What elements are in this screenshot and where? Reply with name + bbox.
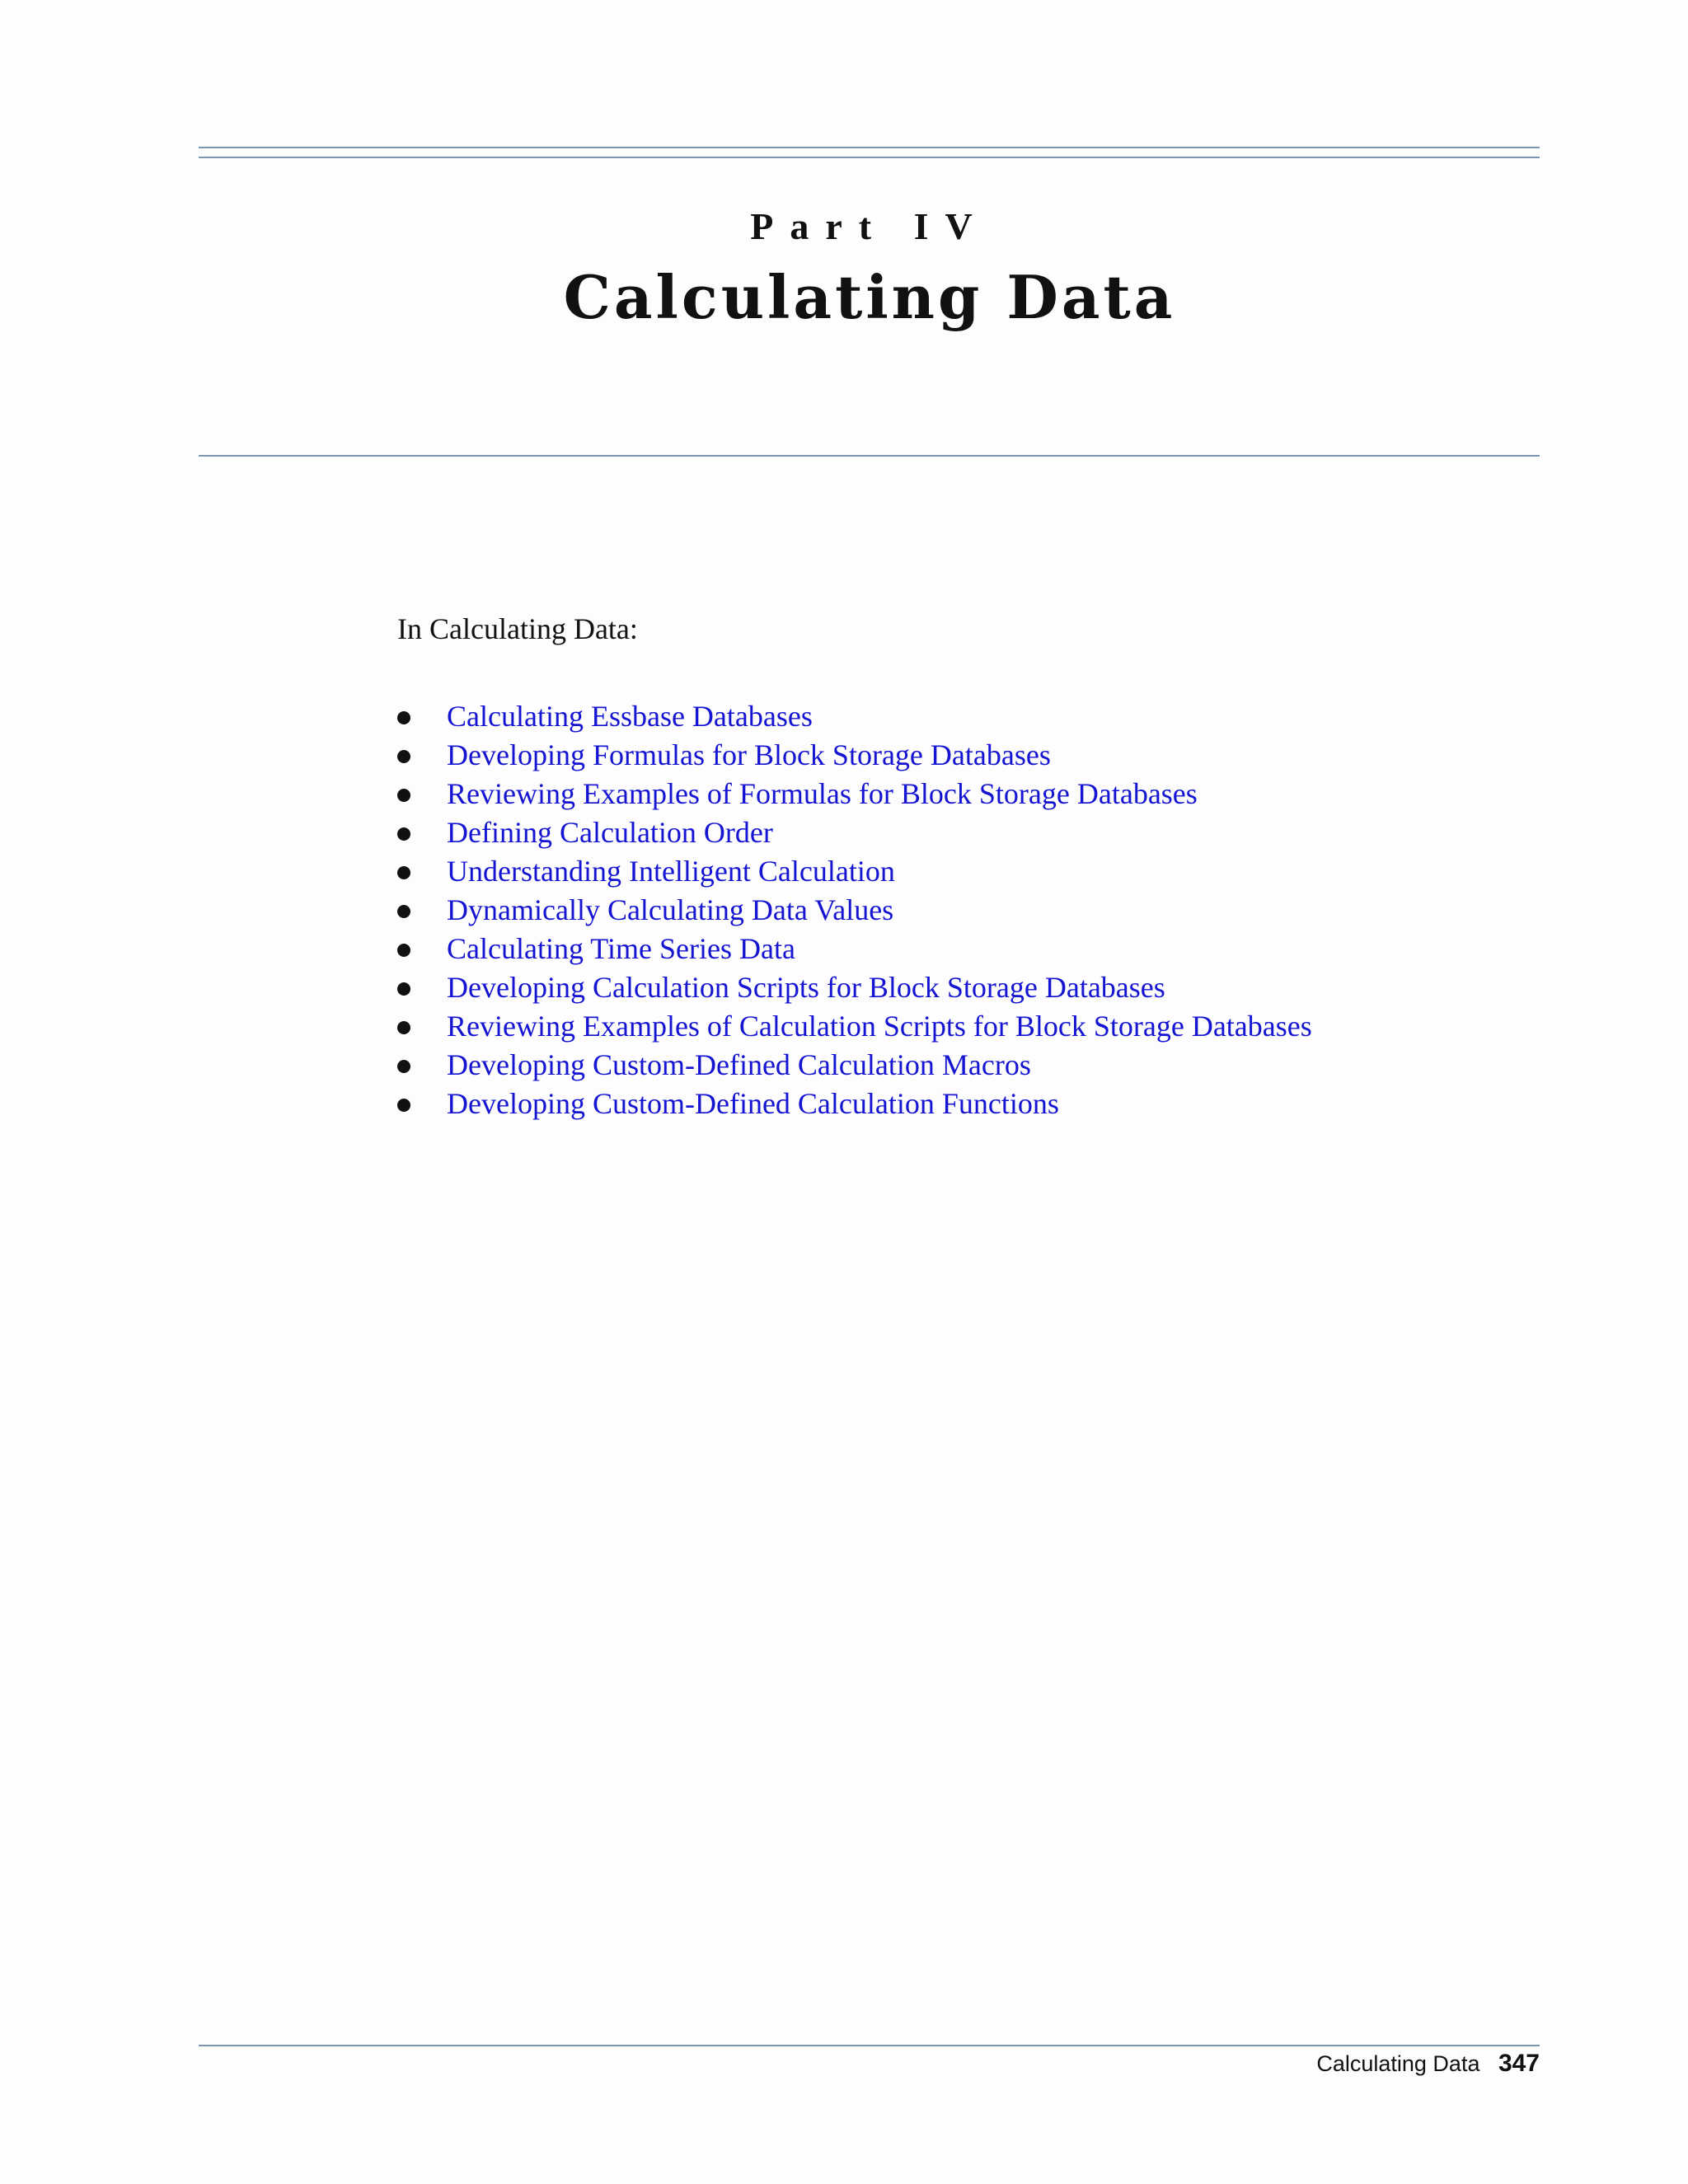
page-number: 347 (1498, 2050, 1540, 2077)
top-rule-lower (199, 157, 1540, 158)
chapter-link[interactable]: Reviewing Examples of Formulas for Block Storage Databases (447, 777, 1198, 810)
top-rule-upper (199, 147, 1540, 148)
bullet-icon (397, 1060, 410, 1073)
bullet-icon (397, 750, 410, 763)
bullet-icon (397, 827, 410, 841)
list-item (397, 1085, 1312, 1123)
bullet-icon (397, 866, 410, 879)
list-item (397, 1007, 1312, 1046)
chapter-link[interactable]: Calculating Essbase Databases (447, 700, 813, 733)
chapter-link[interactable]: Developing Formulas for Block Storage Databases (447, 738, 1051, 771)
chapter-link[interactable]: Developing Custom-Defined Calculation Functions (447, 1087, 1059, 1120)
bullet-icon (397, 1021, 410, 1034)
bullet-icon (397, 711, 410, 724)
bullet-icon (397, 1099, 410, 1112)
list-item (397, 968, 1312, 1007)
chapter-list (397, 697, 1312, 1123)
chapter-link[interactable]: Reviewing Examples of Calculation Scripts for Block Storage Databases (447, 1010, 1312, 1043)
chapter-link[interactable]: Defining Calculation Order (447, 816, 773, 849)
list-item (397, 813, 1312, 852)
footer-rule (199, 2045, 1540, 2046)
bullet-icon (397, 905, 410, 918)
chapter-link[interactable]: Calculating Time Series Data (447, 932, 795, 965)
intro-text: In Calculating Data: (397, 612, 638, 645)
list-item (397, 852, 1312, 891)
part-label: Part IV (750, 205, 989, 247)
list-item (397, 930, 1312, 968)
bullet-icon (397, 789, 410, 802)
page-title: Calculating Data (563, 262, 1176, 332)
title-divider (199, 455, 1540, 457)
chapter-link[interactable]: Dynamically Calculating Data Values (447, 893, 894, 926)
list-item (397, 891, 1312, 930)
list-item (397, 775, 1312, 813)
chapter-link[interactable]: Developing Calculation Scripts for Block Storage Databases (447, 971, 1165, 1004)
page-footer (1316, 2050, 1540, 2078)
bullet-icon (397, 944, 410, 957)
footer-title: Calculating Data (1316, 2051, 1480, 2076)
chapter-link[interactable]: Developing Custom-Defined Calculation Macros (447, 1048, 1031, 1081)
chapter-link[interactable]: Understanding Intelligent Calculation (447, 855, 895, 888)
list-item (397, 736, 1312, 775)
list-item (397, 697, 1312, 736)
list-item (397, 1046, 1312, 1085)
bullet-icon (397, 982, 410, 996)
